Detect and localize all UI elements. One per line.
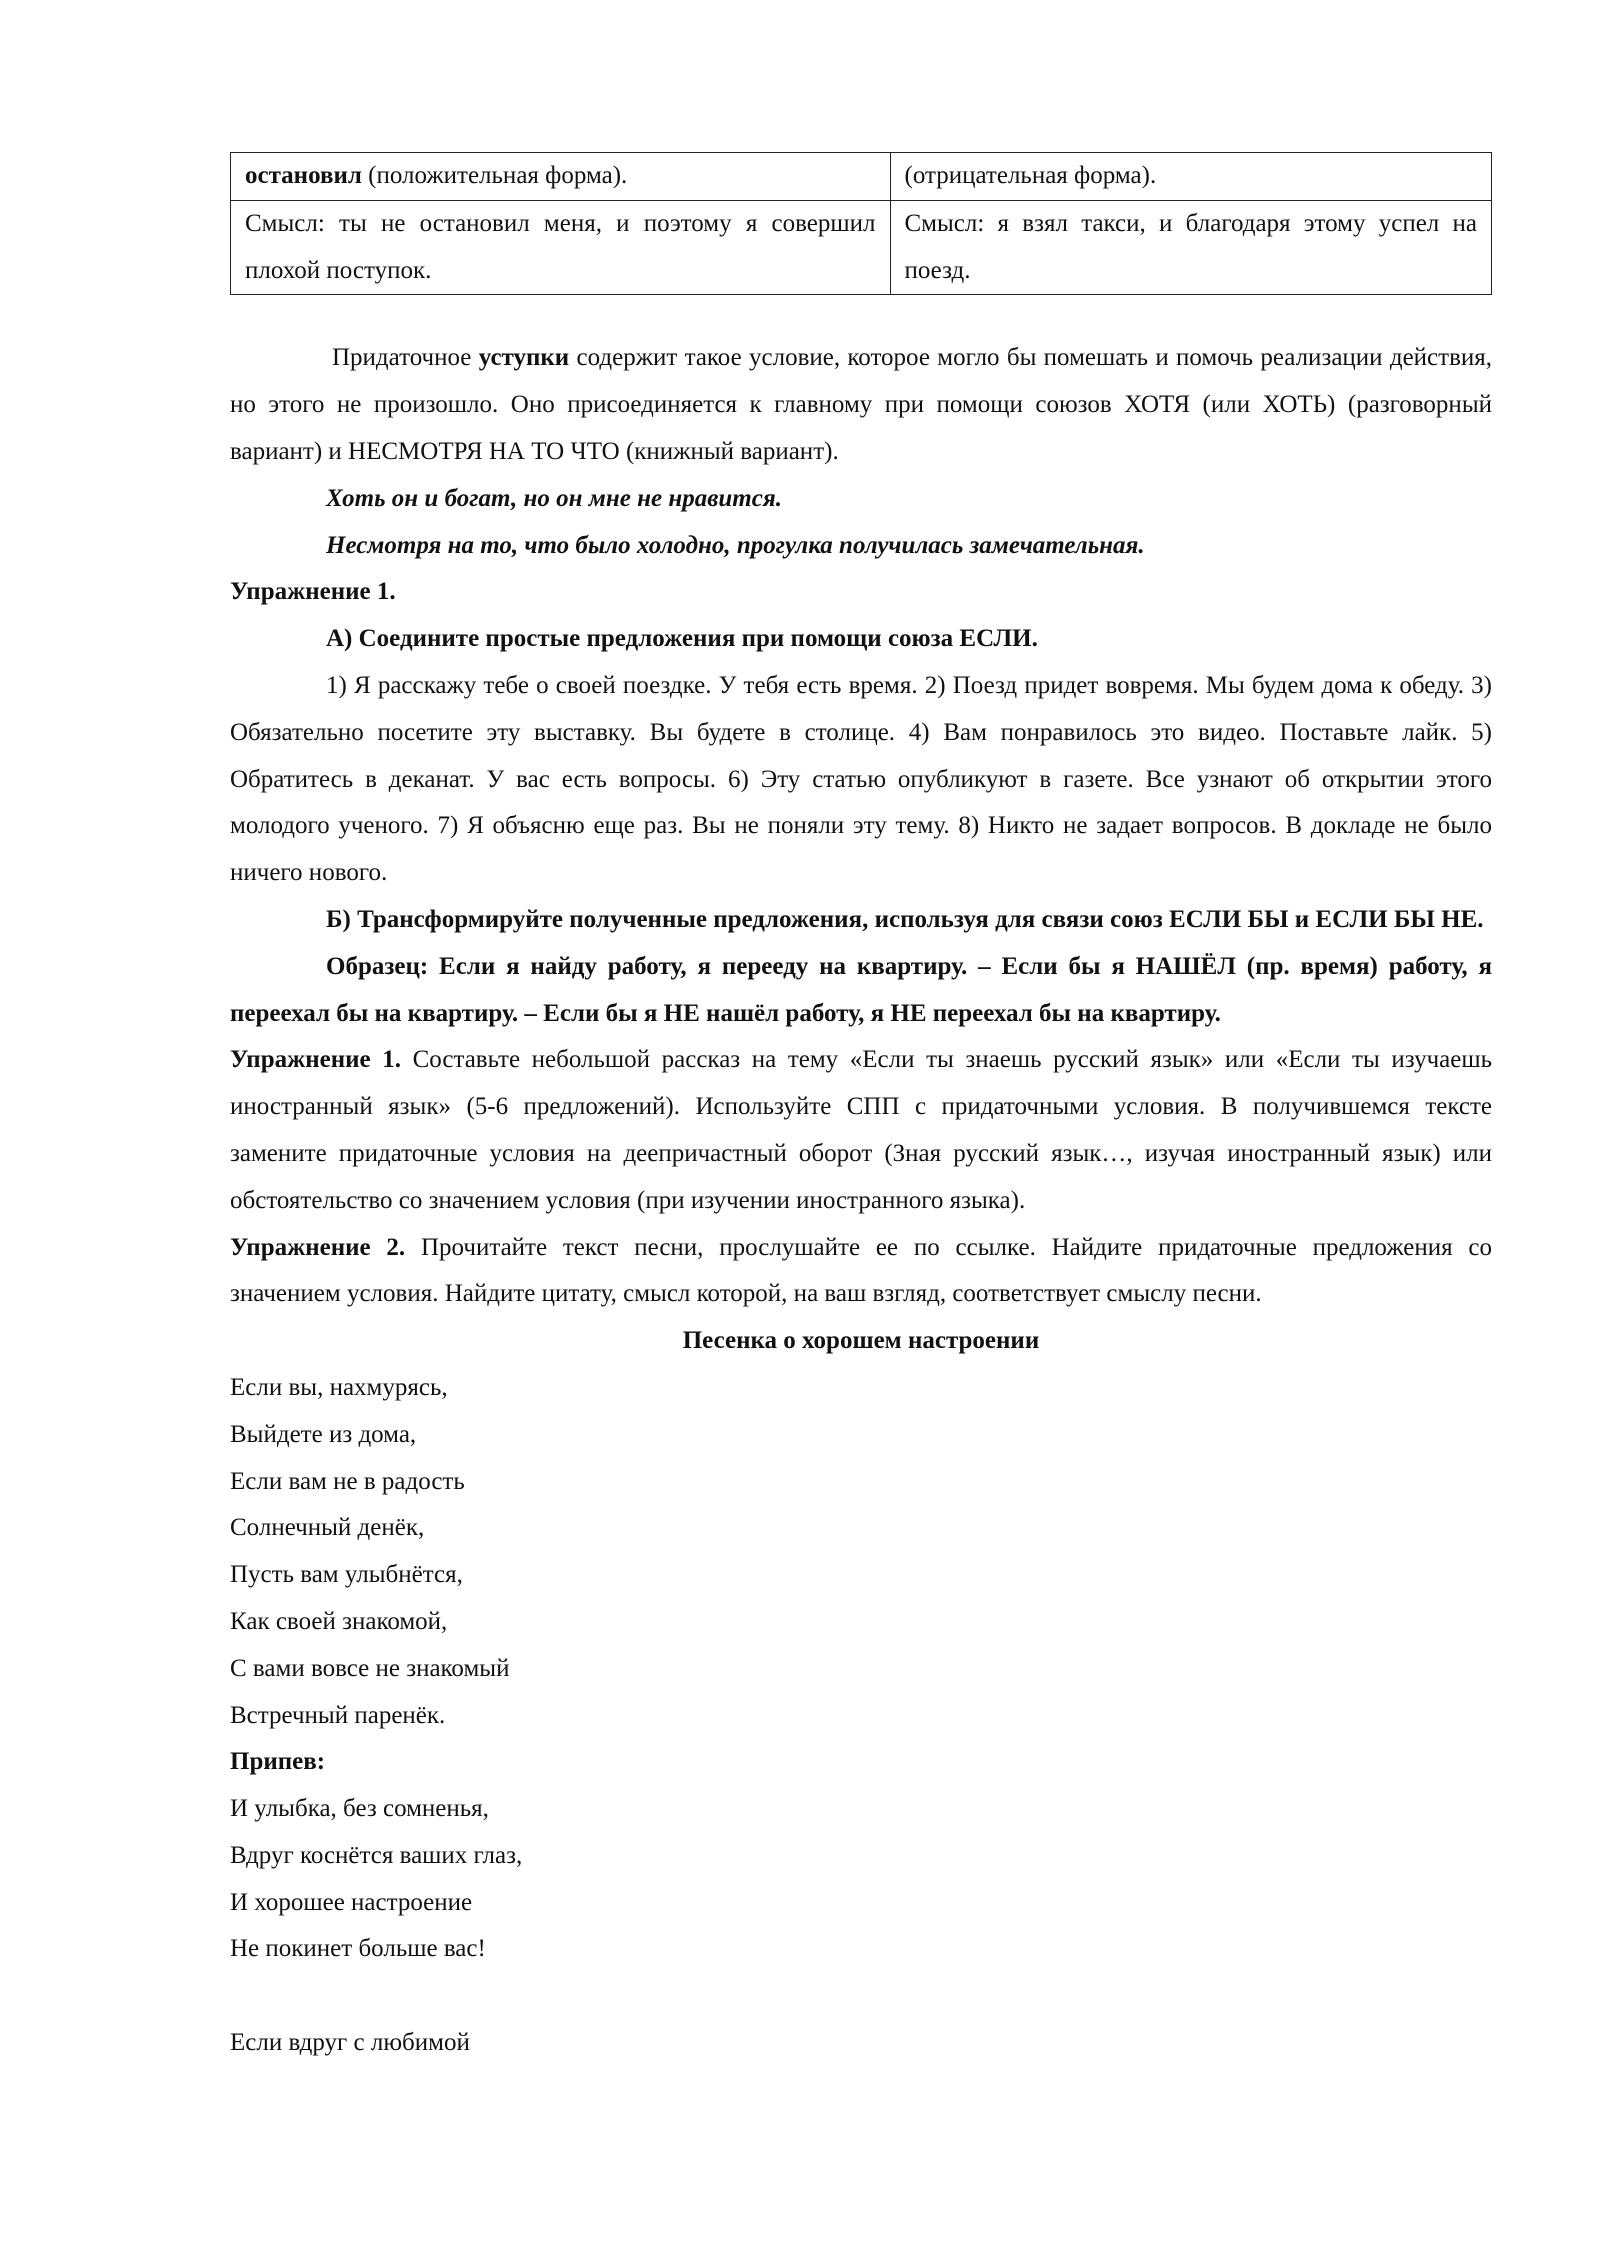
task-a-heading: А) Соедините простые предложения при помощи союза ЕСЛИ.: [326, 625, 1038, 653]
comparison-table: [230, 152, 1492, 295]
song-line: Не покинет больше вас!: [230, 1935, 486, 1963]
song-line: Солнечный денёк,: [230, 1514, 425, 1542]
exercise-heading: Упражнение 1.: [230, 578, 396, 606]
table-cell: Смысл: я взял такси, и благодаря этому успел на поезд.: [890, 200, 1492, 295]
song-line: Выйдете из дома,: [230, 1420, 417, 1448]
exercise-paragraph: [230, 1037, 1492, 1224]
song-line: И хорошее настроение: [230, 1888, 473, 1916]
bold-term: остановил: [245, 162, 362, 189]
song-line: С вами вовсе не знакомый: [230, 1654, 510, 1682]
song-line: Если вы, нахмурясь,: [230, 1373, 448, 1401]
song-line: Пусть вам улыбнётся,: [230, 1561, 463, 1589]
song-line: И улыбка, без сомненья,: [230, 1795, 489, 1823]
song-line: Встречный паренёк.: [230, 1701, 446, 1729]
bold-term: уступки: [478, 344, 570, 372]
table-cell: [231, 153, 891, 201]
song-line: Как своей знакомой,: [230, 1607, 448, 1635]
chorus-label: Припев:: [230, 1748, 326, 1776]
concession-paragraph: [230, 335, 1492, 475]
song-line: Если вдруг с любимой: [230, 2029, 470, 2057]
exercise-heading: Упражнение 2.: [230, 1233, 406, 1261]
paragraph-text: Прочитайте текст песни, прослушайте ее по ссылке. Найдите придаточные предложения со значением условия. Найдите цитату, смысл которой, на ваш взгляд, соответствует смыслу песни.: [230, 1233, 1493, 1308]
song-text: [230, 1365, 1492, 2067]
paragraph-text: содержит такое условие, которое могло бы помешать и помочь реализации действия, но этого не произошло. Оно присоединяется к главному при помощи союзов ХОТЯ (или ХОТЬ) (разговорный вариант) и НЕСМОТРЯ НА ТО ЧТО (книжный вариант).: [230, 344, 1493, 465]
sample-text: Образец: Если я найду работу, я перееду на квартиру. – Если бы я НАШЁЛ (пр. время) работу, я переехал бы на квартиру. – Если бы я НЕ нашёл работу, я НЕ переехал бы на квартиру.: [230, 952, 1492, 1027]
paragraph-text: Придаточное: [332, 344, 479, 372]
song-title: Песенка о хорошем настроении: [682, 1327, 1040, 1355]
table-row: [231, 200, 1492, 295]
exercise-paragraph: [230, 1225, 1492, 1319]
paragraph-text: Составьте небольшой рассказ на тему «Если ты знаешь русский язык» или «Если ты изучаешь иностранный язык» (5-6 предложений). Используйте СПП с придаточными условия. В получившемся тексте замените придаточные условия на деепричастный оборот (Зная русский язык…, изучая иностранный язык) или обстоятельство со значением условия (при изучении иностранного языка).: [230, 1046, 1492, 1214]
song-line: Вдруг коснётся ваших глаз,: [230, 1841, 523, 1869]
table-row: [231, 153, 1492, 201]
example-sentence: Несмотря на то, что было холодно, прогулка получилась замечательная.: [326, 531, 1145, 559]
task-b-heading: Б) Трансформируйте полученные предложения, используя для связи союз ЕСЛИ БЫ и ЕСЛИ БЫ НЕ.: [326, 905, 1484, 933]
table-cell: Смысл: ты не остановил меня, и поэтому я совершил плохой поступок.: [231, 200, 891, 295]
task-a-text: 1) Я расскажу тебе о своей поездке. У тебя есть время. 2) Поезд придет вовремя. Мы будем дома к обеду. 3) Обязательно посетите эту выставку. Вы будете в столице. 4) Вам понравилось это видео. Поставьте лайк. 5) Обратитесь в деканат. У вас есть вопросы. 6) Эту статью опубликуют в газете. Все узнают об открытии этого молодого ученого. 7) Я объясню еще раз. Вы не поняли эту тему. 8) Никто не задает вопросов. В докладе не было ничего нового.: [230, 671, 1492, 887]
stanza-gap: [230, 1973, 1492, 2020]
example-sentence: Хоть он и богат, но он мне не нравится.: [326, 484, 782, 512]
cell-text: (положительная форма).: [361, 162, 628, 189]
song-line: Если вам не в радость: [230, 1467, 465, 1495]
table-cell: (отрицательная форма).: [890, 153, 1492, 201]
document-page: [230, 152, 1492, 2067]
exercise-heading: Упражнение 1.: [230, 1046, 401, 1074]
